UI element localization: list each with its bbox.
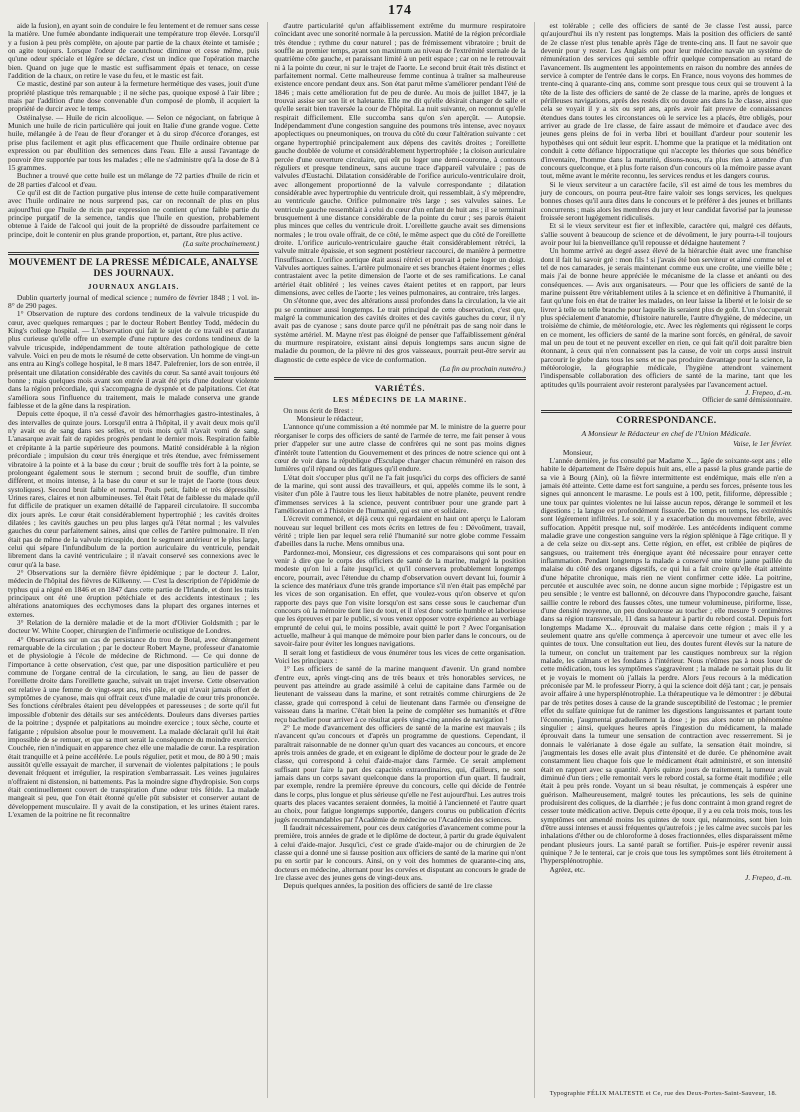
column-left — [8, 22, 259, 1098]
paragraph: est tolérable ; celle des officiers de santé de 3e classe l'est aussi, parce qu'aujourd'hui ils n'y restent pas longtemps. Mais la position des officiers de santé de 2e classe n'est plus tenable après l'âge de trente-cinq ans. Il faut ne savoir que devenir pour y rester. Les Anglais ont pour leur médecine navale un système de rémunération des services qui semble offrir quelque compensation au retard de l'avancement. Ils augmentent les appointements en raison du nombre des années de service à compter de l'entrée dans le corps. En France, nous voyons des hommes de trente-cinq à quarante-cinq ans, comme sont presque tous ceux qui se trouvent à la tête de la liste des officiers de santé de 2e classe de la marine, après de longues et périlleuses navigations, après des restés dix ou douze ans dans la 3e classe, ainsi que cela se voyait il y a six ou sept ans, après avoir fait preuve de connaissances étendues dans toutes les circonstances où le service les a placés, être obligés, pour arriver au grade de 1re classe, de faire assaut de mémoire et d'audace avec des jeunes gens pleins de foi in verba libri et bouillant d'ardeur pour soutenir les hypothèses qui ont séduit leur esprit. L'homme que la pratique et la méditation ont conduit à cette défiance hippocratique qui n'accepte les théories que sous bénéfice d'inventaire, l'homme dans la maturité, disons-nous, n'a plus rien à attendre d'un concours quelconque, et à plus forte raison d'un concours où la mémoire passe avant tout, même avant le mérite reconnu, les services rendus et les dangers courus. — [540, 22, 792, 181]
mastic-article — [8, 22, 259, 239]
letter-intro: On nous écrit de Brest : — [283, 405, 354, 415]
paragraph: Si le vieux serviteur a un caractère facile, s'il est aimé de tous les membres du jury de concours, on pourra peut-être faire valoir ses longs services, les quelques bonnes choses qu'il aura dites dans le concours et le préférer à des jeunes et brillants concurrents ; mais alors les membres du jury et leur candidat favorisé par la jeunesse froissée seront lugégement ridiculisés. — [540, 179, 792, 222]
paragraph: Buchner a trouvé que cette huile est un mélange de 72 parties d'huile de ricin et de 28 parties d'alcool et d'eau. — [8, 171, 260, 189]
navy-letter-continuation — [541, 22, 792, 389]
continued-note: (La fin au prochain numéro.) — [439, 364, 526, 374]
page-number: 174 — [388, 3, 412, 18]
printer-colophon: Typographie FÉLIX MALTESTE et Ce, rue des Deux-Portes-Saint-Sauveur, 18. — [549, 1089, 777, 1097]
press-review-article — [8, 294, 259, 820]
paragraph: Depuis cette époque, il n'a cessé d'avoir des hémorrhagies gastro-intestinales, à des intervalles de quinze jours. Lorsqu'il entra à l'hôpital, il y avait deux mois qu'il n'y avait eu de sang dans ses selles, et trois mois qu'il n'avait vomi de sang. L'anasarque avait fait de rapides progrès pendant le dernier mois. Respiration faible et crépitante à la partie supérieure des poumons. Matité considérable à la région précordiale ; impulsion du cœur très énergique et très étendue, avec frémissement vibratoire à la pointe et à la base du cœur ; bruit de souffle très fort à la pointe, se prolongeant également sous le sternum ; second bruit de souffle, d'un timbre différent, et moins intense, à la base du cœur et sur le trajet de l'aorte (tous deux systoliques). Second bruit faible et normal. Pouls petit, faible et très dépressible. Urines rares, claires et non albumineuses. Tel était l'état de faiblesse du malade qu'il fut difficile de pratiquer un examen détaillé de l'appareil circulatoire. Il succomba dix jours après. Le cœur était considérablement hypertrophié ; les cavités droites dilatées ; les cavités gauches un peu plus larges qu'à l'état normal ; les valvules gauches du cœur parfaitement saines, ainsi que celles de l'artère pulmonaire. Il n'en était pas de même de la valvule tricuspide, dont le segment antérieur et le plus large, celui qui sépare l'infundibulum de la portion auriculaire du ventricule, pendait librement dans la cavité ventriculaire ; il n'avait conservé ses connexions avec le cœur qu'à la base. — [8, 409, 260, 569]
press-review-continuation — [274, 22, 525, 364]
letter-address: A Monsieur le Rédacteur en chef de l'Union Médicale. — [581, 428, 752, 438]
paragraph: L'écrevit commencé, et déjà ceux qui regardaient en haut ont aperçu le Laloram nouveau sur lequel brillent ces mots écrits en lettres de feu : Dévoûment, travail, vérité ; triple lien par lequel sera relié l'humanité sur notre globe comme l'essaim d'abeilles dans la ruche. Mens omnibus una. — [274, 514, 526, 549]
correspondence-signature: J. Frepeo, d.-m. — [745, 873, 792, 883]
letter-signature-role: Officier de santé démissionnaire. — [702, 397, 792, 405]
paragraph: 2° Observations sur la dernière fièvre épidémique ; par le docteur J. Lalor, médecin de l'hôpital des fièvres de Kilkenny. — C'est la description de l'épidémie de typhus qui a régné en 1846 et en 1847 dans cette partie de l'Irlande, et dont les traits principaux ont été une éruption pétéchiale et des accidents intestinaux ; les altérations anatomiques des ecchymoses dans la plupart des organes internes et externes. — [8, 567, 260, 619]
section-title-press-review: MOUVEMENT DE LA PRESSE MÉDICALE, ANALYSE DES JOURNAUX. — [9, 258, 259, 280]
paragraph: Agréez, etc. — [549, 864, 586, 874]
paragraph: 1° Observation de rupture des cordons tendineux de la valvule tricuspide du cœur, avec quelques remarques ; par le docteur Robert Bentley Todd, médecin du King's college hospital. — L'observation qui fait le sujet de ce travail est d'autant plus curieuse qu'elle offre un exemple d'une rupture des cordons tendineux de la valvule tricuspide, indépendamment de toute altération pathologique de cette valvule. Voici en peu de mots le résumé de cette observation. Un homme de vingt-un ans entra au King's college hospital, le 8 mars 1847. Palefrenier, lors de son entrée, il présentait une dilatation considérable des cavités du cœur. Sa santé avait toujours été bonne ; mais quelques mois avant son entrée il avait été pris d'une douleur violente dans la région précordiale, qui s'accompagna de dyspnée et de palpitations. Cet état s'améliora sous l'influence du traitement, mais le malade conserva une grande faiblesse et de la gêne dans la respiration. — [8, 309, 260, 411]
paragraph: d'autre particularité qu'un affaiblissement extrême du murmure respiratoire coïncidant avec une sonorité normale à la percussion. Matité de la région précordiale très étendue ; rythme du cœur naturel ; pas de frémissement vibratoire ; bruit de souffle au premier temps, ayant son maximum au niveau de l'extrémité sternale de la quatrième côte gauche, et paraissant limité à un petit espace ; car on ne le retrouvait ni à la pointe du cœur, ni sur le trajet de l'aorte. Le second bruit était très distinct et parfaitement normal. Cette malheureuse femme continua à traîner sa malheureuse existence encore pendant deux ans. Son état parut même s'améliorer pendant l'été de 1846 ; mais cette amélioration fut de peu de durée. Au mois de juillet 1847, je la trouvai assise sur son lit et haletante. Elle me dit qu'elle désirait changer de salle et qu'elle serait bien traversée la cour de l'hôpital. La nuit suivante, on reconnut qu'elle respirait difficilement. Elle succomba sans qu'on s'en aperçût. — Autopsie. Indépendamment d'une congestion sanguine des poumons très intense, avec noyaux apoplectiques ou pneumoniques, on trouva du côté du cœur l'altération suivante : cet organe hypertrophié principalement aux dépens des cavités droites ; l'oreillette gauche doublée de volume et considérablement hypertrophiée ; la cloison auriculaire percée d'une ouverture circulaire, qui eût pu loger une demi-couronne, à contours réguliers et presque tendineux, sans aucune trace d'appareil valvulaire ; pas de valvules d'Eustachi. Dilatation considérable de l'orifice auriculo-ventriculaire droit, avec allongement proportionné de la valvule correspondante ; dilatation considérable avec hypertrophie du ventricule droit, qui ressemblait, à s'y méprendre, au ventricule gauche. Orifice pulmonaire très large ; ses valvules saines. Le ventricule gauche ressemblait à celui du cœur d'un enfant de huit ans ; il se terminait brusquement à une distance considérable de la pointe du cœur ; ses parois étaient plus minces que celles du ventricule droit. L'oreillette gauche avait ses dimensions normales ; le trou ovale offrait, de ce côté, le même aspect que du côté de l'oreillette droite. L'orifice auriculo-ventriculaire gauche était considérablement rétréci, la valvule mitrale épaissie, et son segment postérieur raccourci, de manière à permettre l'insuffisance. L'orifice aortique était aussi rétréci et pouvait à peine loger un doigt. Valvules aortiques saines. L'artère pulmonaire et ses branches étaient énormes ; elles contrastaient avec la petite dimension de l'aorte et de ses ramifications. Le canal artériel était oblitéré ; les veines caves étaient petites et en rapport, par leurs dimensions, avec celles de l'aorte ; les veines pulmonaires, au contraire, très larges. — [274, 22, 526, 297]
paragraph: Pardonnez-moi, Monsieur, ces digressions et ces comparaisons qui sont pour en venir à dire que le corps des officiers de santé de la marine, malgré la position modeste qu'on lui a faite jusqu'ici, et qu'il conservera probablement longtemps encore, pourrait, avec l'étendue du champ d'observation ouvert devant lui, fournir à la science des matériaux d'une très grande importance s'il n'en était pas empêché par les vices de son organisation. En effet, que voulez-vous qu'on observe et qu'on rapporte des pays que l'on visite lorsqu'on est sans cesse sous le cauchemar d'un concours où la mémoire tient lieu de tout, et il n'est donc sortie humble et laborieuse que les épreuves et par le public, si vous venez opposer votre expérience au verbiage emprunté de celui qui, le moins possible, avait quitté le port ? Avec l'organisation actuelle, malheur à qui manque de mémoire pour bien parler dans le concours, ou de savoir-faire pour éviter les longues navigations. — [274, 547, 526, 649]
section-divider — [274, 377, 525, 380]
paragraph: Il serait long et fastidieux de vous énumérer tous les vices de cette organisation. Voici les principaux : — [274, 647, 526, 666]
section-title-varieties: VARIÉTÉS. — [374, 383, 426, 394]
section-divider — [8, 252, 259, 255]
paragraph: Ce mastic, destiné par son auteur à la fermeture hermétique des vases, jouit d'une propriété plastique très remarquable ; il ne sèche pas, quoique exposé à l'air libre ; mais par l'addition d'une dose convenable d'un composé de plomb, il acquiert la propriété de durcir avec le temps. — [8, 79, 260, 114]
paragraph: 2° Le mode d'avancement des officiers de santé de la marine est mauvais ; ils n'avancent qu'au concours et d'après un programme de questions. Cependant, il paraîtrait raisonnable de ne donner qu'un quart des vacances au concours, et encore après trois années de grade, et en exigeant le diplôme de docteur pour le grade de 2e classe, qui correspond à celui d'aide-major dans l'armée. Ce serait amplement suffisant pour faire la part des capacités extraordinaires, qui, d'ailleurs, ne sont jamais dans un corps savant quelconque dans la proportion d'un quart. Il faudrait, par exemple, rendre la première épreuve du concours, celle qui décide de l'entrée dans le corps, plus longue et plus sérieuse qu'elle ne l'est aujourd'hui. Les autres trois quarts des places vacantes seraient données, la moitié à l'ancienneté et l'autre quart au choix, pour fatigue longtemps supportée, dangers courus ou publication d'écrits jugés recommandables par l'Académie de médecine ou l'Académie des sciences. — [274, 722, 526, 824]
paragraph: 1° Les officiers de santé de la marine manquent d'avenir. Un grand nombre d'entre eux, après vingt-cinq ans de très beaux et très honorables services, ne peuvent pas atteindre au grade assimilé à celui de capitaine dans l'armée ou de lieutenant de vaisseau dans la marine, et sont retraités comme chirurgiens de 2e classe, grade qui correspond à celui de lieutenant dans l'armée ou d'enseigne de vaisseau dans la marine. C'était bien la peine de compléter ses humanités et d'être reçu bachelier pour arriver à ce résultat après vingt-cinq années de navigation ! — [274, 664, 526, 724]
section-title-correspondence: CORRESPONDANCE. — [616, 415, 717, 426]
paragraph: 3° Relation de la dernière maladie et de la mort d'Olivier Goldsmith ; par le docteur W. White Cooper, chirurgien de l'infirmerie oculistique de Londres. — [8, 618, 260, 636]
continued-note: (La suite prochainement.) — [183, 238, 260, 248]
letter-salutation: Monsieur le rédacteur, — [296, 414, 363, 424]
paragraph: Il faudrait nécessairement, pour ces deux catégories d'avancement comme pour la première, trois années de grade et le diplôme de docteur, à partir du grade équivalent à celui d'aide-major. Jusqu'ici, c'est ce grade d'aide-major ou de chirurgien de 2e classe qui a donné une si fausse position aux officiers de santé de la marine qui n'ont pu en sortir par le concours. Ainsi, on y voit des hommes de quarante-cinq ans, docteurs en médecine, alternant pour les corvées et disputant au concours le grade de 1re classe avec des jeunes gens de vingt-deux ans. — [274, 822, 526, 883]
paragraph: Dublin quarterly journal of medical science ; numéro de février 1848 ; 1 vol. in-8° de 290 pages. — [8, 292, 260, 310]
paragraph: 4° Observations sur un cas de persistance du trou de Botal, avec dérangement remarquable de la circulation ; par le docteur Robert Mayne, professeur d'anatomie et de physiologie à l'école de médecine de Richmond. — Ce qui donne de l'importance à cette observation, c'est que, par une disposition particulière et peu commune de l'organe central de la circulation, le sang, au lieu de passer de l'oreillette droite dans l'oreillette gauche, suivait un trajet inverse. Cette observation est relative à une femme de vingt-sept ans, très pâle, et qui n'avait jamais offert de symptômes de cyanose, mais qui offrait ceux d'une maladie de cœur très prononcée. Ses fonctions cérébrales étaient peu développées et paresseuses ; de sorte qu'il fut impossible d'obtenir des détails sur ses antécédents. Douleurs dans diverses parties de la poitrine ; dyspnée et palpitations au moindre exercice ; toux sèche, courte et fatigante ; répulsion absolue pour le mouvement. La malade déclarait qu'il lui était impossible de se remuer, et que sa mort serait la conséquence du moindre exercice. Couchée, rien n'indiquait en apparence chez elle une maladie de cœur. La respiration était tranquille et à peine accélérée. Le pouls régulier, petit et mou, de 80 à 90 ; mais aussitôt qu'elle essayait de marcher, il survenait de violentes palpitations ; le pouls devenait fréquent et irrégulier, la respiration s'embarrassait. Les veines jugulaires n'offraient ni distension, ni battements. Pas la moindre signe d'hydropisie. Son corps était continuellement couvert de transpiration d'une odeur très fétide. La malade mangeait si peu, que l'on était étonné qu'elle pût subsister et conserver autant de développement musculaire. Il y avait de la constipation, et les urines étaient rares. L'examen de la poitrine ne fit reconnaître — [8, 634, 260, 819]
column-middle — [267, 22, 525, 1098]
paragraph: L'année dernière, je fus consulté par Madame X..., âgée de soixante-sept ans ; elle habite le département de l'Isère depuis huit ans, elle a passé la plus grande partie de sa vie à Bourg (Ain), où la fièvre intermittente est endémique, mais elle n'en a jamais été atteinte. Cette dame est fort sanguine, a perdu ses forces, présente tous les signes qui annoncent le marasme. Le pouls est à 100, petit, filiforme, dépressible ; une toux par quintes violentes ne lui laisse aucun repos, dérange le sommeil et les digestions ; la langue est profondément fissurée. De temps en temps, les extrémités sont légèrement infiltrées. Le soir, il y a exacerbation du mouvement fébrile, avec suffocation. Appétit presque nul, soif modérée. Les antécédents indiquent comme maladie grave une congestion sanguine vers la région splénique à l'âge critique. Il y a de cela seize ou dix-sept ans. Cette région, en effet, est criblée de piqûres de sangsues, ou traitement très énergique ayant été nécessaire pour enrayer cette inflammation. Pendant longtemps la malade a conservé une teinte jaune paillée du malaise du côté des organes digestifs, ce qui lui a fait croire qu'elle était atteinte d'une hépatite chronique, mais rien ne vient confirmer cette idée. La poitrine, percutée et auscultée avec soin, ne donne aucun signe morbide ; l'épigastre est un peu sensible ; le ventre est ballonné, on découvre dans l'hypocondre gauche, faisant saillie contre le rebord des fausses côtes, une tumeur volumineuse, piriforme, lisse, d'une densité moyenne, un peu douloureuse au toucher ; elle mesure 9 centimètres dans sa région transversale, 11 dans sa hauteur à partir du rebord costal. Depuis fort longtemps Madame X... éprouvait du malaise dans cette région ; mais il y a seulement quatre ans qu'elle commença à apercevoir une tumeur et avec elle les quintes de toux. Une consultation eut lieu, des doutes furent élevés sur la nature de la tumeur, on conclut un traitement par les caustiques nombreux sur la région malade, les calmans et les fondans à l'intérieur. Nous n'eûmes pas à nous louer de cette médication, tous les symptômes s'aggravèrent ; la malade ne sortait plus du lit et je voyais le moment où j'allais la perdre. Alors j'eus recours à la médication préconisée par M. le professeur Piorry, à qui la science doit déjà tant ; car, je pensais avoir affaire à une hypersplénotrophie. La thérapeutique va le démontrer : je débutai par de très petites doses à cause de la grande susceptibilité de l'estomac ; le premier effet du sulfate quinique fut de ranimer les digestions languissantes et partant toute l'économie, j'augmentai graduellement la dose ; je pus alors noter un phénomène singulier ; ainsi, quelques heures après l'ingestion du médicament, la malade éprouvait dans la tumeur une sensation de contraction avec resserrement. Si je donnais le valérianate à dose égale au sulfate, la sensation était moindre, si j'augmentais les doses elle avait plus d'intensité et de durée. Ce phénomène avait constamment lieu chaque fois que le médicament était administré, et son intensité était en rapport avec sa quantité. Après quinze jours de traitement, la tumeur avait diminué d'un tiers ; elle remontait vers le rebord costal, sa forme était modifiée ; elle était à peu près ronde. Voyant un si beau résultat, je commençais à espérer une guérison. Malheureusement, malgré toutes les précautions, les sels de quinine produisirent des coliques, de la diarrhée ; je fus donc contraint à mon grand regret de cesser toute médication active. Depuis cette époque, il y a eu cela trois mois, tous les symptômes ont amendé moins les quintes de toux qui, néanmoins, sont bien loin d'être aussi intenses et aussi fréquentes qu'autrefois ; je les calme avec succès par les inhalations d'éther ou de chloroforme à doses fractionnées, elles disparaissent même pendant plusieurs jours. La santé paraît se fortifier. Puis-je espérer revenir aussi quinique ? Je le tenterai, car je crois que tous les symptômes sont liés étroitement à l'hypersplénotrophie. — [540, 455, 792, 866]
section-subtitle-navy-doctors: LES MÉDECINS DE LA MARINE. — [333, 396, 467, 405]
paragraph: Un homme arrivé au degré assez élevé de la hiérarchie était avec une franchise dont il fait lui savoir gré : mon fils ! si j'avais été bon serviteur et aimé comme tel et tel de nos camarades, je serais maintenant comme eux une croûte, une vieille bête ; mais j'ai de bonne heure appréciée le mécanisme de la classe et anéanti ou des conséquences. — Avis aux organisateurs. — Pour que les officiers de santé de la marine puissent être véritablement utiles à la science et en définitive à l'humanité, il faut qu'une fois en état de traiter les malades, on leur laisse la liberté et le loisir de se livrer à telle ou telle branche pour laquelle ils seraient plus de goût. L'un s'occuperait plus spécialement d'anatomie, d'histoire naturelle, l'autre d'hygiène, de médecine, un troisième de chimie, de météorologie, etc. Avec les règlements qui régissent le corps en ce moment, les officiers de santé de la marine sont forcés, en général, de savoir mal un peu de tout et ne peuvent exceller en rien, ce qui fait qu'il doit paraître bien étonnant, à ceux qui n'en connaissent pas la cause, de voir un corps aussi instruit parcourir le globe dans tous les sens et ne pas produire davantage pour la science, la météorologie, la géographie médicale, l'hygiène attendront vainement l'indispensable collaboration des officiers de santé de la marine, tant que les aptitudes qu'ils pourraient avoir resteront paralysées par l'avancement actuel. — [540, 246, 792, 389]
letter-salutation: Monsieur, — [562, 447, 593, 457]
letter-signature: J. Frepeo, d.-m. — [745, 388, 792, 398]
paragraph: aide la fusion), en ayant soin de conduire le feu lentement et de remuer sans cesse la matière. Une fumée abondante indiquerait une température trop élevée. Lorsqu'il y a fusion à peu près complète, on ajoute par partie de la chaux éteinte et tamisée ; on agite toujours. Lorsque l'odeur de caoutchouc diminue et cesse même, puis qu'une odeur spéciale et légère se déclare, c'est un indice que l'opération marche bien. Quand on juge que le mastic est suffisamment épais et tenace, on cesse l'addition de la chaux, on retire le vase du feu, et le mastic est fait. — [8, 22, 260, 81]
letter-dateline: Vaise, le 1er février. — [733, 439, 792, 449]
paragraph: On s'étonne que, avec des altérations aussi profondes dans la circulation, la vie ait pu se continuer aussi longtemps. Le trait principal de cette observation, c'est que, malgré la communication des cavités droites et des cavités gauches du cœur, il n'y avait pas de cyanose ; sans doute parce qu'il ne pénétrait pas de sang noir dans le système artériel. M. Mayne n'est pas éloigné de penser que l'affaiblissement général du murmure respiratoire, existant ainsi depuis longtemps sans aucun signe de maladie du poumon, de la plèvre ni des gros vaisseaux, pourrait peut-être servir au diagnostic de cette espèce de vice de conformation. — [274, 296, 526, 364]
section-divider — [541, 410, 792, 413]
paragraph: Et si le vieux serviteur est fier et inflexible, caractère qui, malgré ces défauts, s'allie souvent à beaucoup de science et de dévoûment, le jury pourra-t-il toujours avoir pour lui la bienveillance qu'il repousse et dédaigne hautement ? — [540, 221, 792, 247]
paragraph: L'état doit s'occuper plus qu'il ne l'a fait jusqu'ici du corps des officiers de santé de la marine, qui sont aussi des travailleurs, et qui, appelés comme ils le sont, à visiter d'un pôle à l'autre tous les lieux habitables de notre planète, peuvent rendre d'immenses services à la science, peuvent contribuer pour une grande part à l'amélioration et à l'histoire de l'humanité, qui est une et solidaire. — [274, 472, 526, 515]
paragraph: Ce qu'il est dit de l'action purgative plus intense de cette huile comparativement avec l'huile ordinaire ne nous surprend pas, car on reconnaît de plus en plus aujourd'hui que l'huile de ricin par expression ne contient qu'une faible partie du principe purgatif de la semence, tandis que l'huile en question, probablement obtenue à l'aide de l'alcool qui jouit de la propriété de dissoudre parfaitement ce principe, doit le contenir en plus grande proportion, et, partant, être plus active. — [8, 187, 260, 239]
navy-letter-body — [274, 423, 525, 890]
paragraph: Ostéinalyse. — Huile de ricin alcoolique. — Selon ce négociant, on fabrique à Munich une huile de ricin particulière qui jouit en Italie d'une grande vogue. Cette huile, mélangée à de l'eau de fleur d'oranger et à du sirop d'écorce d'oranges, est prise plus facilement et agit plus efficacement que l'huile ordinaire obtenue par expression ou par ébullition des semences dans l'eau. Elle a aussi l'avantage de pouvoir être supportée par tous les malades ; elle ne s'administre qu'à la dose de 8 à 15 grammes. — [8, 112, 260, 172]
correspondence-body — [541, 457, 792, 874]
columns — [8, 22, 792, 1098]
paragraph: L'annonce qu'une commission a été nommée par M. le ministre de la guerre pour réorganiser le corps des officiers de santé de l'armée de terre, me fait penser à vous prier d'appeler sur une autre classe de confrères qui ne sont pas moins dignes d'intérêt toute l'attention du Gouvernement et des princes de notre science qui ont à cœur de voir dans la république d'Esculape charger chacun rémunéré en raison des lumières qu'il répand ou des fatigues qu'il endure. — [274, 422, 526, 474]
section-subtitle-english-journals: JOURNAUX ANGLAIS. — [88, 283, 180, 292]
column-right — [534, 22, 792, 1098]
paragraph: Depuis quelques années, la position des officiers de santé de 1re classe — [283, 881, 493, 891]
